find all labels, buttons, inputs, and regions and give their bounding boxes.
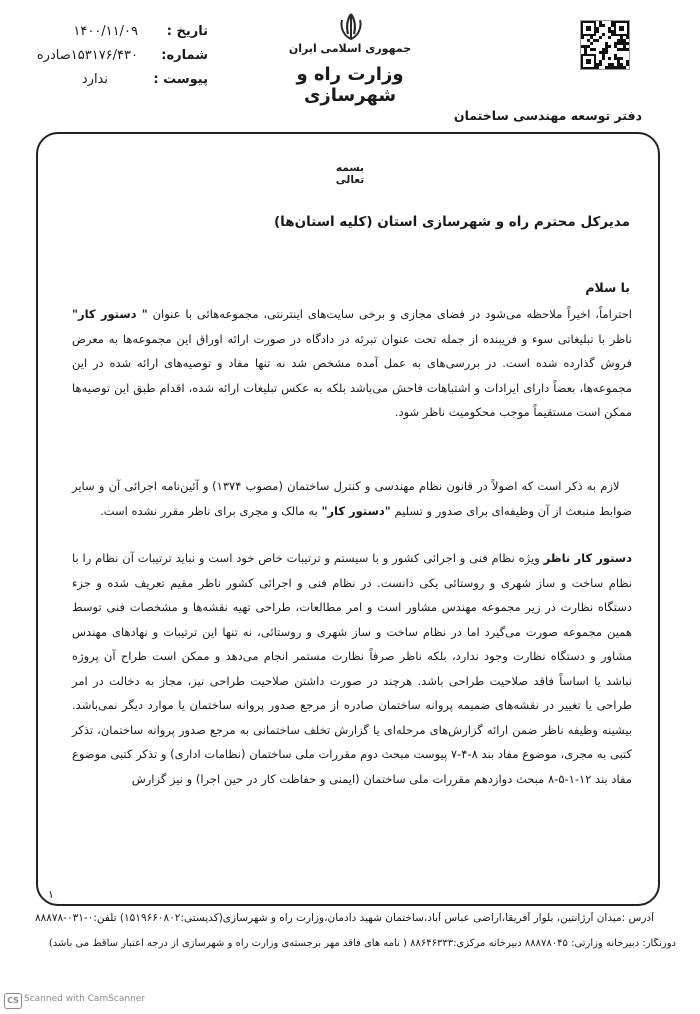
p3-bold: دستور کار ناظر	[543, 551, 633, 565]
date-row	[18, 20, 208, 44]
paragraph-2	[72, 474, 632, 523]
p1-bold: " دستور کار"	[72, 307, 148, 321]
attachment-value: ندارد	[81, 72, 108, 87]
office-title: دفتر توسعه مهندسی ساختمان	[453, 108, 642, 123]
p2-text-a: لازم به ذکر است که اصولاً در قانون نظام مهندسی و کنترل ساختمان (مصوب ۱۳۷۴) و آئین‌نامه اجرائی آن و سایر ضوابط منبعث از آن وظیفه‌ای برای صدور و تسلیم	[72, 479, 632, 518]
p1-text-c: ناظر با تبلیغاتی سوء و فریبنده از جمله تحت عنوان تبرئه در دادگاه در صورت ارائه اوراق این مجموعه‌ها به معرض فروش گذارده شده است. در بررسی‌های به عمل آمده مشخص شد نه تنها مفاد و توصیه‌های ارائه شده در این مجموعه‌ها، بعضاً دارای ایرادات و اشتباهات فاحش می‌باشد بلکه به عکس تبلیغات ارائه شده، اقدام طبق این توصیه‌ها ممکن است مستقیماً موجب محکومیت ناظر شود.	[72, 331, 632, 419]
number-value: ۱۵۳۱۷۶/۴۳۰صادره	[36, 48, 138, 63]
page-number: ۱	[48, 888, 54, 901]
attachment-label: پیوست :	[153, 72, 208, 87]
date-value: ۱۴۰۰/۱۱/۰۹	[73, 24, 138, 39]
number-label: شماره:	[161, 48, 208, 63]
republic-title: جمهوری اسلامی ایران	[288, 42, 412, 55]
p2-text-c: به مالک و مجری برای ناظر مقرر نشده است.	[100, 503, 322, 518]
paragraph-1	[72, 302, 632, 425]
number-row	[18, 44, 208, 68]
letter-meta	[18, 20, 208, 92]
emblem-icon	[338, 12, 364, 42]
paragraph-3	[72, 546, 632, 791]
recipient-line: مدیرکل محترم راه و شهرسازی استان (کلیه استان‌ها)	[274, 214, 630, 230]
footer-fax: دورنگار: دبیرخانه وزارتی: ۸۸۸۷۸۰۴۵ دبیرخانه مرکزی:۸۸۶۴۶۳۳۳ ( نامه های فاقد مهر برجسته‌ی وزارت راه و شهرسازی از درجه اعتبار ساقط می باشد)	[48, 938, 676, 949]
date-label: تاریخ :	[166, 24, 208, 39]
greeting: با سلام	[585, 280, 630, 295]
footer-address: آدرس :میدان آرژانتین، بلوار آفریقا،اراضی عباس آباد،ساختمان شهید دادمان،وزارت راه و شهرسازی(کدپستی:۱۵۱۹۶۶۰۸۰۲) تلفن:۰-۰۳۱-۸۸۸۷۸	[34, 912, 654, 924]
attachment-row	[18, 68, 208, 92]
ministry-title: وزارت راه و شهرسازی	[296, 64, 404, 106]
p1-text-a: احتراماً، اخیراً ملاحظه می‌شود در فضای مجازی و برخی سایت‌های اینترنتی، مجموعه‌هائی با عنوان	[147, 307, 632, 321]
bismillah: بسمه تعالی	[335, 162, 365, 186]
qr-code	[580, 20, 630, 70]
p3-text: ویژه نظام فنی و اجرائی کشور و با سیستم و ترتیبات خاص خود است و نباید ترتیبات آن نظام را با نظام ساخت و ساز شهری و روستائی یکی دانست. در نظام فنی و اجرائی کشور ناظر مقیم تعریف شده و جزء دستگاه نظارت در زیر مجموعه مهندس مشاور است و امر مطالعات، طراحی تهیه نقشه‌ها و مشخصات فنی توسط همین مجموعه صورت می‌گیرد اما در نظام ساخت و ساز شهری و روستائی، نه تنها این ترتیبات و نهادهای مهندس مشاور و دستگاه نظارت وجود ندارد، بلکه ناظر صرفاً نظارت مستمر انجام می‌دهد و ممکن است طراح آن پروژه نباشد یا اساساً فاقد صلاحیت طراحی باشد. هرچند در صورت داشتن صلاحیت طراحی نیز، مجاز به دخالت در امر طراحی یا تغییر در نقشه‌های ضمیمه پروانه ساختمان صادره از مرجع صدور پروانه ساختمان یا موارد دیگر نمی‌باشد. بیشینه وظیفه ناظر ضمن ارائه گزارش‌های مرحله‌ای یا گزارش تخلف ساختمانی به مرجع صدور پروانه ساختمان، تذکر کتبی به مجری، موضوع مفاد بند ۸-۴-۷ پیوست مبحث دوم مقررات ملی ساختمان (نظامات اداری) و تذکر کتبی موضوع مفاد بند ۱۲-۱-۵-۸ مبحث دوازدهم مقررات ملی ساختمان (ایمنی و حفاظت کار در حین اجرا) و نیز گزارش	[72, 551, 632, 786]
camscanner-logo-icon: CS	[4, 993, 22, 1009]
camscanner-text: Scanned with CamScanner	[24, 994, 146, 1004]
p2-bold: "دستور کار"	[321, 503, 391, 518]
